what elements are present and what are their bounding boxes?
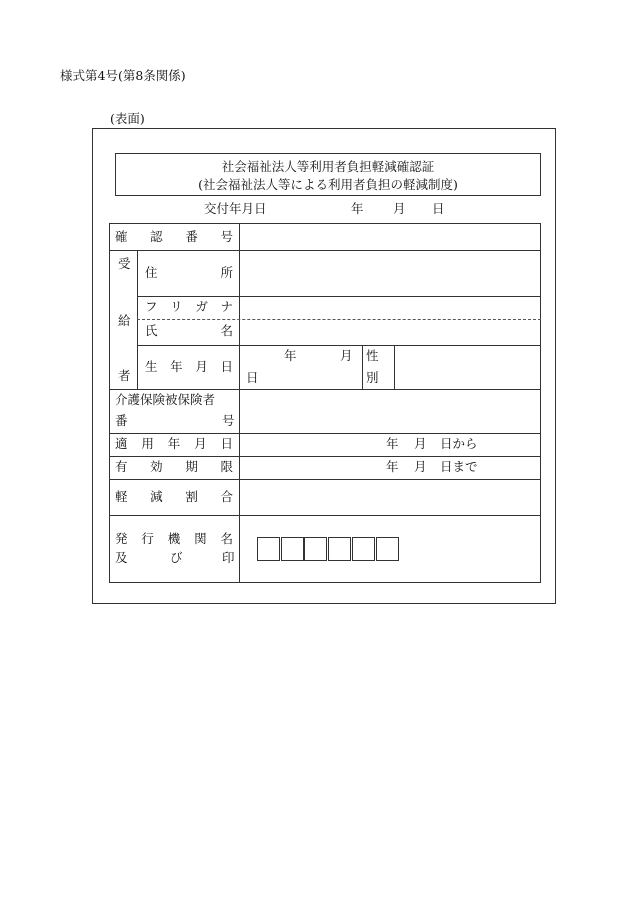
label-issuer-1: 発 行 機 関 名 bbox=[115, 531, 233, 546]
issue-date-month: 月 bbox=[393, 201, 406, 216]
birth-year-unit: 年 bbox=[284, 348, 297, 363]
start-month-unit: 月 bbox=[414, 436, 427, 451]
side-label: (表面) bbox=[110, 111, 145, 126]
label-start-date: 適 用 年 月 日 bbox=[115, 436, 233, 451]
label-issuer-2c: 印 bbox=[222, 550, 235, 565]
start-day-unit: 日から bbox=[440, 436, 478, 451]
start-year-unit: 年 bbox=[386, 436, 399, 451]
label-reduction-rate: 軽 減 割 合 bbox=[115, 489, 233, 504]
issuer-code-box[interactable] bbox=[257, 537, 280, 561]
label-recipient-1: 受 bbox=[118, 256, 131, 271]
label-issuer-2a: 及 bbox=[115, 550, 128, 565]
issuer-code-box[interactable] bbox=[304, 537, 327, 561]
label-birthdate: 生 年 月 日 bbox=[145, 359, 233, 374]
issuer-code-box[interactable] bbox=[376, 537, 399, 561]
label-recipient-2: 給 bbox=[118, 313, 131, 328]
label-address: 住 所 bbox=[145, 265, 233, 280]
label-furigana: フ リ ガ ナ bbox=[145, 299, 233, 314]
valid-year-unit: 年 bbox=[386, 459, 399, 474]
issue-date-label: 交付年月日 bbox=[204, 201, 267, 216]
label-insured-number-1: 介護保険被保険者 bbox=[115, 392, 216, 407]
label-valid-period: 有 効 期 限 bbox=[115, 459, 233, 474]
label-insured-number-2b: 号 bbox=[222, 413, 235, 428]
label-confirmation-number: 確 認 番 号 bbox=[115, 229, 233, 244]
label-name: 氏 名 bbox=[145, 323, 233, 338]
birth-month-unit: 月 bbox=[340, 348, 353, 363]
issue-date-day: 日 bbox=[432, 201, 445, 216]
issue-date-year: 年 bbox=[351, 201, 364, 216]
issuer-code-box[interactable] bbox=[281, 537, 304, 561]
issuer-code-box[interactable] bbox=[352, 537, 375, 561]
issuer-code-box[interactable] bbox=[328, 537, 351, 561]
birth-day-unit: 日 bbox=[246, 370, 259, 385]
label-recipient-3: 者 bbox=[118, 368, 131, 383]
label-insured-number-2a: 番 bbox=[115, 413, 128, 428]
label-gender-2: 別 bbox=[366, 370, 379, 385]
valid-day-unit: 日まで bbox=[440, 459, 478, 474]
form-title: 社会福祉法人等利用者負担軽減確認証 bbox=[221, 159, 435, 174]
valid-month-unit: 月 bbox=[414, 459, 427, 474]
label-issuer-2b: び bbox=[170, 550, 183, 565]
form-number: 様式第4号(第8条関係) bbox=[60, 68, 186, 83]
form-subtitle: (社会福祉法人等による利用者負担の軽減制度) bbox=[198, 177, 458, 192]
label-gender-1: 性 bbox=[366, 348, 379, 363]
